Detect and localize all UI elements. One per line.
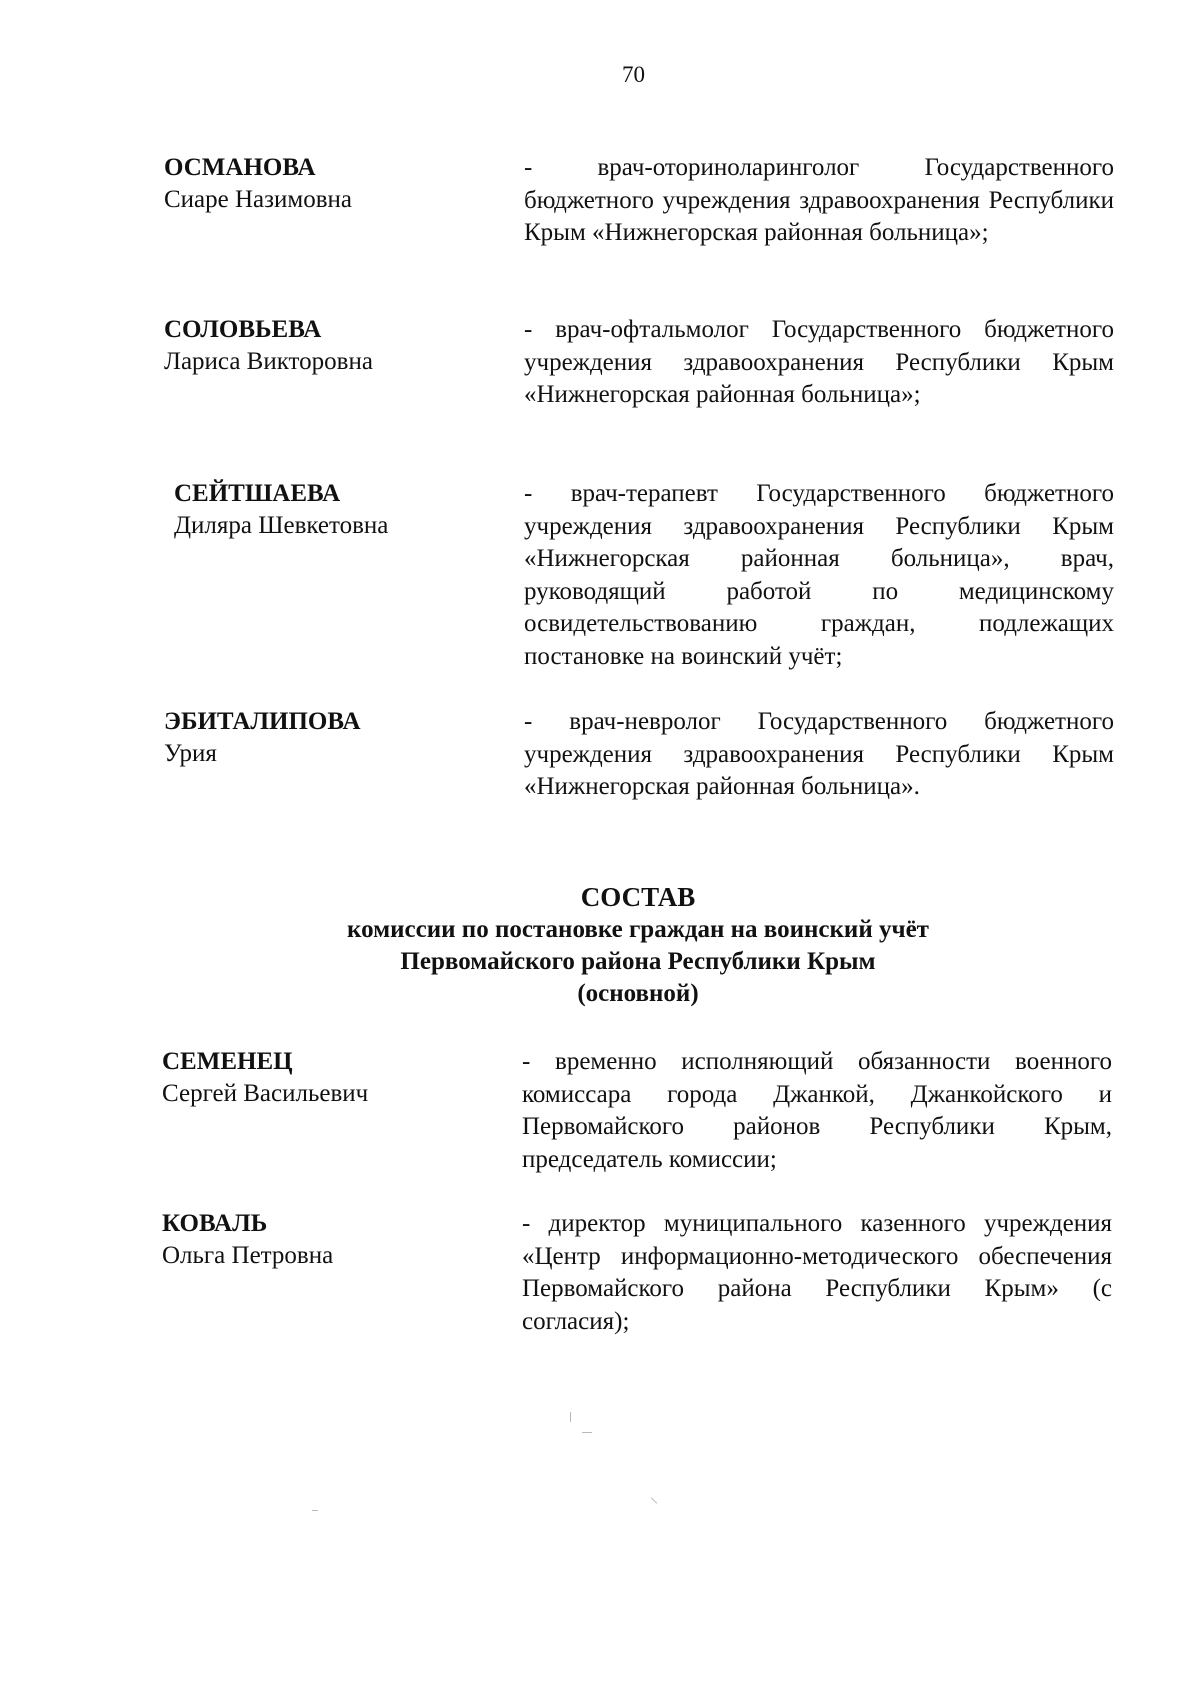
member-surname: СЕЙТШАЕВА — [174, 480, 341, 507]
member-role: - врач-невролог Государственного бюджетного учреждения здравоохранения Республики Крым «Нижнегорская районная больница». — [524, 708, 1114, 800]
member-solovyeva — [164, 314, 504, 378]
member-role: - врач-офтальмолог Государственного бюджетного учреждения здравоохранения Республики Крым «Нижнегорская районная больница»; — [524, 316, 1114, 408]
member-given-names: Урия — [164, 740, 217, 767]
section-heading — [0, 880, 1200, 1010]
member-role: - директор муниципального казенного учреждения «Центр информационно-методического обеспечения Первомайского района Республики Крым» (с согласия); — [522, 1210, 1112, 1335]
member-surname: СЕМЕНЕЦ — [162, 1048, 293, 1075]
member-ebitalipova — [164, 706, 504, 770]
member-role: - временно исполняющий обязанности военного комиссара города Джанкой, Джанкойского и Первомайского районов Республики Крым, председатель комиссии; — [522, 1048, 1112, 1173]
member-surname: ОСМАНОВА — [164, 154, 316, 181]
member-osmanova — [164, 152, 504, 216]
scan-speck — [582, 1432, 592, 1433]
heading-subtitle-line: Первомайского района Республики Крым — [400, 948, 876, 975]
member-koval — [162, 1208, 502, 1272]
member-given-names: Диляра Шевкетовна — [174, 512, 389, 539]
member-given-names: Ольга Петровна — [162, 1242, 334, 1269]
member-surname: КОВАЛЬ — [162, 1210, 268, 1237]
member-surname: ЭБИТАЛИПОВА — [164, 708, 361, 735]
heading-subtitle-line: комиссии по постановке граждан на воинский учёт — [347, 916, 929, 943]
member-given-names: Сиаре Назимовна — [164, 186, 353, 213]
member-surname: СОЛОВЬЕВА — [164, 316, 322, 343]
heading-subtitle-line: (основной) — [577, 980, 699, 1007]
member-role: - врач-оториноларинголог Государственного бюджетного учреждения здравоохранения Республики Крым «Нижнегорская районная больница»; — [524, 154, 1114, 246]
scan-speck — [651, 1497, 657, 1503]
scan-speck — [570, 1412, 571, 1422]
scan-speck — [312, 1510, 318, 1511]
page-number: 70 — [622, 62, 645, 87]
member-role: - врач-терапевт Государственного бюджетного учреждения здравоохранения Республики Крым «Нижнегорская районная больница», врач, руководящий работой по медицинскому освидетельствованию граждан, подлежащих постановке на воинский учёт; — [524, 480, 1114, 670]
heading-title: СОСТАВ — [580, 882, 696, 912]
member-semenets — [162, 1046, 502, 1110]
member-seytshaeva — [174, 478, 514, 542]
member-given-names: Лариса Викторовна — [164, 348, 373, 375]
member-given-names: Сергей Васильевич — [162, 1080, 369, 1107]
